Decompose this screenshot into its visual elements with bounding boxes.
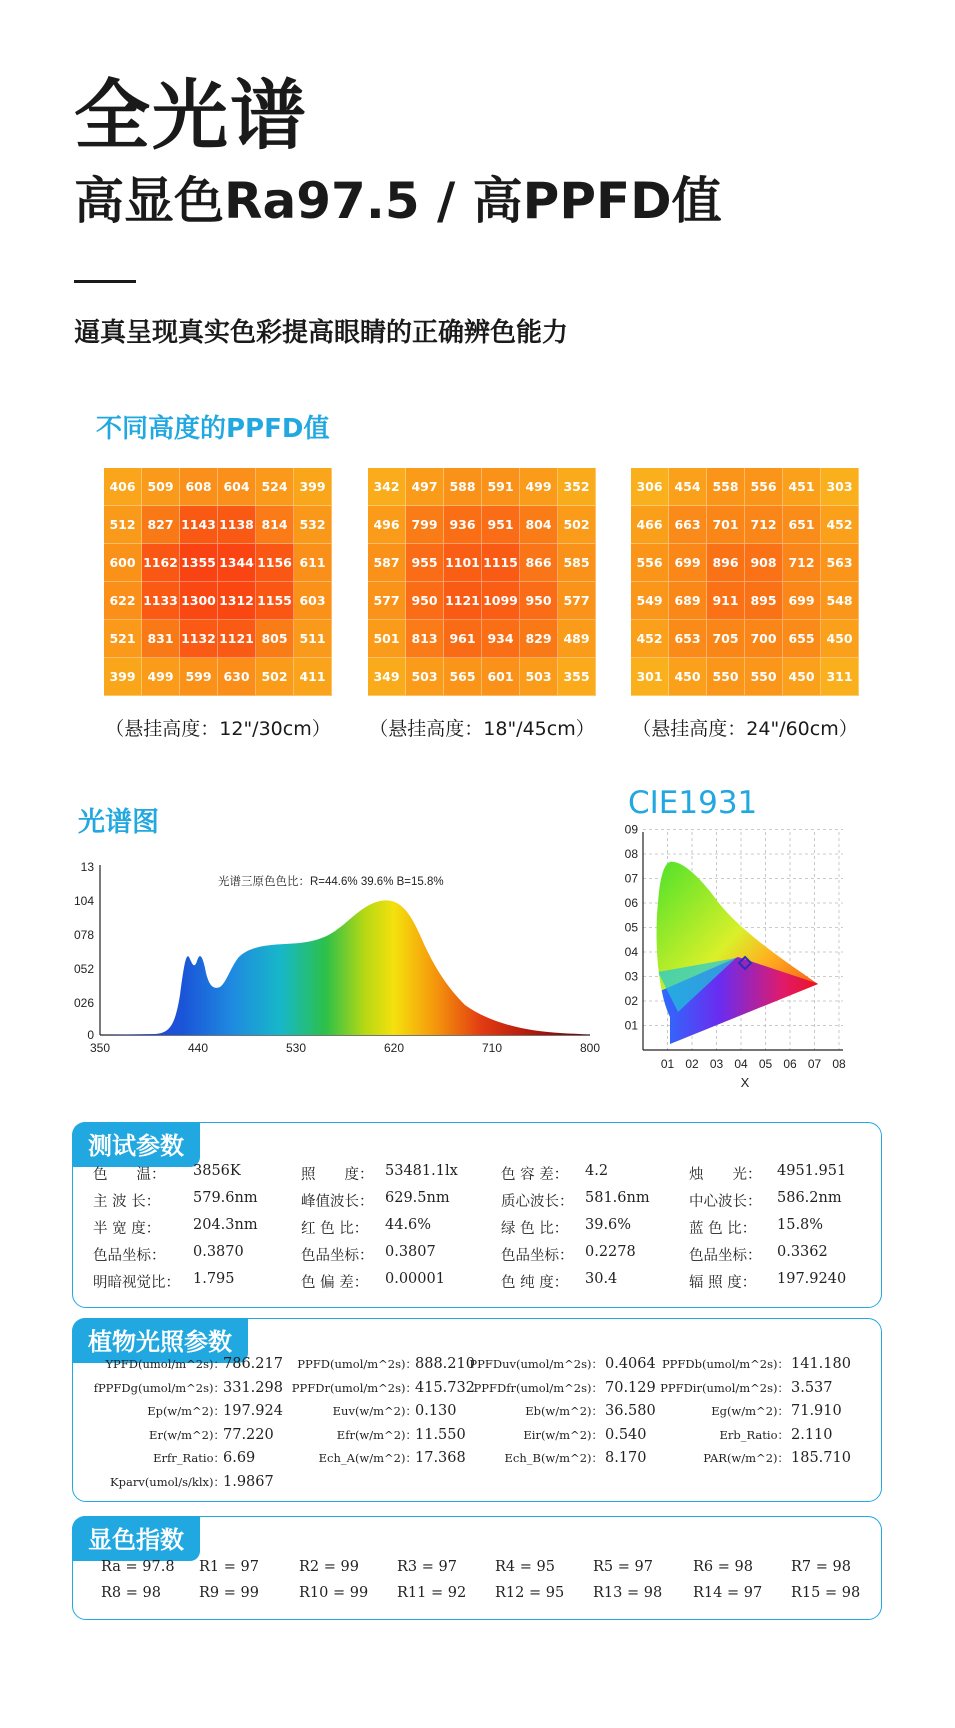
param-value: 141.180	[791, 1356, 851, 1372]
param-label: 色 容 差：	[501, 1167, 569, 1183]
cie-y-tick: 05	[624, 920, 638, 935]
param-label: Eg(w/m^2)：	[711, 1404, 789, 1418]
param-label: Er(w/m^2)：	[149, 1427, 225, 1442]
param-label: Ra = 97.8	[101, 1559, 175, 1575]
page-title: 全光谱	[74, 71, 308, 160]
ppfd-cell: 1115	[482, 544, 520, 582]
param-value: 888.210	[415, 1356, 475, 1372]
param-label: 色品坐标：	[301, 1248, 374, 1264]
param-value: 6.69	[223, 1450, 256, 1466]
param-label: 绿 色 比：	[501, 1221, 569, 1237]
param-value: 8.170	[605, 1450, 647, 1466]
ppfd-cell: 588	[444, 468, 482, 506]
param-value: 39.6%	[585, 1217, 632, 1233]
param-label: 中心波长：	[689, 1194, 762, 1210]
cie-y-tick: 01	[624, 1018, 638, 1033]
ppfd-cell: 1300	[180, 582, 218, 620]
param-label: PPFDuv(umol/m^2s)：	[469, 1357, 603, 1371]
cie-y-tick: 07	[624, 871, 638, 886]
ppfd-cell: 804	[520, 506, 558, 544]
ppfd-cell: 1344	[218, 544, 256, 582]
ppfd-cell: 1143	[180, 506, 218, 544]
page-subtitle: 高显色Ra97.5 / 高PPFD值	[74, 172, 722, 230]
spectrum-y-tick: 13	[80, 860, 94, 874]
param-value: 1.9867	[223, 1473, 274, 1490]
cie-x-tick: 07	[807, 1057, 822, 1071]
param-value: 331.298	[223, 1379, 283, 1396]
cie-y-tick: 04	[624, 945, 638, 959]
ppfd-cell: 587	[368, 544, 406, 582]
param-label: Erb_Ratio：	[719, 1427, 789, 1442]
ppfd-cell: 548	[821, 582, 859, 620]
ppfd-cell: 452	[631, 620, 669, 658]
ppfd-cell: 895	[745, 582, 783, 620]
param-value: 71.910	[791, 1403, 842, 1419]
ppfd-cell: 550	[745, 658, 783, 696]
param-label: 烛 光：	[689, 1167, 762, 1183]
ppfd-cell: 499	[142, 658, 180, 696]
param-value: 0.130	[415, 1403, 457, 1419]
spectrum-x-tick: 800	[579, 1041, 600, 1055]
param-label: R10 = 99	[299, 1585, 369, 1601]
param-value: 197.924	[223, 1403, 283, 1419]
param-value: 629.5nm	[385, 1190, 450, 1206]
param-label: fPPFDg(umol/m^2s)：	[93, 1380, 225, 1395]
ppfd-cell: 955	[406, 544, 444, 582]
ppfd-cell: 450	[821, 620, 859, 658]
param-label: Ech_B(w/m^2)：	[504, 1451, 603, 1465]
cie-y-tick: 02	[624, 994, 638, 1008]
ppfd-cell: 411	[294, 658, 332, 696]
param-value: R15 = 98	[791, 1585, 861, 1601]
ppfd-cell: 342	[368, 468, 406, 506]
ppfd-cell: 831	[142, 620, 180, 658]
ppfd-grid	[104, 468, 332, 696]
param-label: 色品坐标：	[689, 1248, 762, 1264]
spectrum-x-tick: 710	[481, 1041, 503, 1055]
ppfd-cell: 509	[142, 468, 180, 506]
param-value: 36.580	[605, 1403, 656, 1419]
param-value: R11 = 92	[397, 1585, 467, 1601]
cri-panel	[72, 1516, 882, 1620]
ppfd-cell: 311	[821, 658, 859, 696]
ppfd-cell: 563	[821, 544, 859, 582]
ppfd-cell: 1099	[482, 582, 520, 620]
ppfd-cell: 911	[707, 582, 745, 620]
ppfd-cell: 663	[669, 506, 707, 544]
param-value: R13 = 98	[593, 1585, 663, 1601]
spectrum-x-tick: 620	[383, 1041, 405, 1055]
ppfd-cell: 599	[180, 658, 218, 696]
spectrum-y-tick: 078	[73, 928, 94, 942]
param-label: 质心波长：	[501, 1194, 574, 1210]
param-value: R5 = 97	[593, 1559, 653, 1575]
ppfd-cell: 301	[631, 658, 669, 696]
param-value: 786.217	[223, 1356, 283, 1372]
ppfd-cell: 355	[558, 658, 596, 696]
param-label: Eb(w/m^2)：	[525, 1404, 603, 1418]
param-label: R2 = 99	[299, 1559, 359, 1575]
ppfd-cell: 452	[821, 506, 859, 544]
param-value: 30.4	[585, 1271, 618, 1287]
ppfd-cell: 601	[482, 658, 520, 696]
cie-y-tick: 08	[624, 847, 638, 861]
ppfd-cell: 489	[558, 620, 596, 658]
ppfd-cell: 399	[104, 658, 142, 696]
ppfd-cell: 550	[707, 658, 745, 696]
param-value: 0.3362	[777, 1244, 828, 1260]
ppfd-cell: 829	[520, 620, 558, 658]
param-value: 0.3870	[193, 1244, 244, 1260]
param-value: 17.368	[415, 1450, 466, 1466]
ppfd-cell: 349	[368, 658, 406, 696]
cri-tab: 显色指数	[72, 1516, 200, 1561]
spectrum-y-tick: 052	[73, 962, 94, 976]
ppfd-cell: 1133	[142, 582, 180, 620]
tagline: 逼真呈现真实色彩提高眼睛的正确辨色能力	[74, 318, 569, 348]
param-value: 53481.1lx	[385, 1163, 458, 1179]
ppfd-cell: 814	[256, 506, 294, 544]
ppfd-cell: 936	[444, 506, 482, 544]
ppfd-cell: 655	[783, 620, 821, 658]
ppfd-caption: （悬挂高度：18"/45cm）	[369, 718, 595, 740]
cie-x-tick: 04	[734, 1057, 748, 1071]
ppfd-cell: 622	[104, 582, 142, 620]
param-value: 4.2	[585, 1163, 609, 1179]
ppfd-cell: 450	[669, 658, 707, 696]
param-label: Ep(w/m^2)：	[147, 1404, 225, 1418]
ppfd-cell: 805	[256, 620, 294, 658]
param-value: 197.9240	[777, 1271, 847, 1287]
cie-x-tick: 01	[660, 1057, 675, 1071]
ppfd-cell: 896	[707, 544, 745, 582]
ppfd-cell: 451	[783, 468, 821, 506]
ppfd-cell: 799	[406, 506, 444, 544]
param-label: 辐 照 度：	[689, 1275, 757, 1291]
param-label: PPFD(umol/m^2s)：	[297, 1357, 417, 1371]
param-value: 0.2278	[585, 1244, 636, 1260]
param-label: YPFD(umol/m^2s)：	[105, 1357, 225, 1371]
ppfd-cell: 950	[520, 582, 558, 620]
param-value: 2.110	[791, 1426, 833, 1443]
ppfd-cell: 604	[218, 468, 256, 506]
ppfd-grid	[631, 468, 859, 696]
cie-y-tick: 03	[624, 969, 638, 984]
ppfd-cell: 934	[482, 620, 520, 658]
param-label: 色 温：	[93, 1167, 166, 1183]
ppfd-cell: 1138	[218, 506, 256, 544]
param-value: 3856K	[193, 1163, 241, 1179]
ppfd-cell: 502	[256, 658, 294, 696]
param-value: 415.732	[415, 1379, 475, 1396]
spectrum-y-tick: 026	[73, 996, 94, 1010]
param-label: 明暗视觉比：	[93, 1275, 180, 1291]
ppfd-cell: 565	[444, 658, 482, 696]
spectrum-x-tick: 440	[187, 1041, 209, 1055]
param-value: R3 = 97	[397, 1559, 457, 1575]
param-label: 色 纯 度：	[501, 1275, 569, 1291]
ppfd-cell: 303	[821, 468, 859, 506]
ppfd-cell: 951	[482, 506, 520, 544]
param-value: 4951.951	[777, 1163, 847, 1179]
ppfd-cell: 503	[406, 658, 444, 696]
ppfd-cell: 466	[631, 506, 669, 544]
ppfd-cell: 611	[294, 544, 332, 582]
cie-y-tick: 09	[624, 822, 638, 837]
ppfd-cell: 512	[104, 506, 142, 544]
ppfd-cell: 600	[104, 544, 142, 582]
param-value: 581.6nm	[585, 1190, 650, 1206]
spectrum-y-tick: 0	[87, 1028, 94, 1042]
param-value: 15.8%	[777, 1217, 824, 1233]
param-value: 77.220	[223, 1426, 274, 1443]
ppfd-cell: 406	[104, 468, 142, 506]
plant-params-panel	[72, 1318, 882, 1502]
ppfd-cell: 585	[558, 544, 596, 582]
spectrum-curve	[100, 900, 590, 1035]
param-value: 586.2nm	[777, 1190, 842, 1206]
param-value: 0.4064	[605, 1356, 656, 1372]
cie-x-tick: 02	[685, 1057, 699, 1071]
ppfd-cell: 701	[707, 506, 745, 544]
param-label: Eir(w/m^2)：	[523, 1427, 603, 1442]
ppfd-cell: 556	[745, 468, 783, 506]
ppfd-cell: 608	[180, 468, 218, 506]
cie-x-tick: 06	[783, 1057, 797, 1071]
ppfd-cell: 689	[669, 582, 707, 620]
ppfd-cell: 1355	[180, 544, 218, 582]
ppfd-cell: 603	[294, 582, 332, 620]
ppfd-heading: 不同高度的PPFD值	[96, 414, 330, 444]
ppfd-cell: 1155	[256, 582, 294, 620]
cie-gamut	[648, 852, 828, 1057]
param-label: 峰值波长：	[301, 1194, 374, 1210]
ppfd-cell: 700	[745, 620, 783, 658]
param-label: Ech_A(w/m^2)：	[318, 1451, 417, 1465]
param-label: PPFDir(umol/m^2s)：	[660, 1380, 789, 1395]
ppfd-cell: 712	[783, 544, 821, 582]
cie-chart	[618, 822, 858, 1092]
param-label: R12 = 95	[495, 1585, 565, 1601]
ppfd-cell: 503	[520, 658, 558, 696]
param-value: 204.3nm	[193, 1217, 258, 1233]
param-label: R6 = 98	[693, 1559, 753, 1575]
param-label: Kparv(umol/s/klx)：	[110, 1474, 225, 1489]
ppfd-cell: 352	[558, 468, 596, 506]
param-label: 照 度：	[301, 1167, 374, 1183]
cie-y-tick: 06	[624, 896, 638, 910]
spectrum-y-tick: 104	[73, 894, 94, 908]
ppfd-cell: 712	[745, 506, 783, 544]
plant-params-tab: 植物光照参数	[72, 1318, 248, 1363]
param-label: R14 = 97	[693, 1585, 763, 1601]
ppfd-cell: 496	[368, 506, 406, 544]
spectrum-x-tick: 530	[285, 1041, 307, 1055]
param-label: R8 = 98	[101, 1585, 161, 1601]
spectrum-heading: 光谱图	[78, 807, 159, 838]
spectrum-note: 光谱三原色色比：R=44.6% 39.6% B=15.8%	[218, 876, 444, 888]
param-value: 3.537	[791, 1379, 833, 1396]
ppfd-cell: 1101	[444, 544, 482, 582]
ppfd-cell: 499	[520, 468, 558, 506]
ppfd-cell: 577	[558, 582, 596, 620]
param-value: 44.6%	[385, 1217, 432, 1233]
ppfd-cell: 591	[482, 468, 520, 506]
param-value: 579.6nm	[193, 1190, 258, 1206]
cie-heading: CIE1931	[628, 785, 758, 821]
param-value: R1 = 97	[199, 1559, 259, 1575]
ppfd-cell: 549	[631, 582, 669, 620]
ppfd-cell: 511	[294, 620, 332, 658]
ppfd-cell: 1121	[444, 582, 482, 620]
ppfd-cell: 501	[368, 620, 406, 658]
param-label: 色品坐标：	[501, 1248, 574, 1264]
cie-x-label: X	[740, 1075, 750, 1090]
param-value: 185.710	[791, 1450, 851, 1466]
ppfd-cell: 653	[669, 620, 707, 658]
ppfd-cell: 651	[783, 506, 821, 544]
param-value: 11.550	[415, 1426, 466, 1443]
param-label: R4 = 95	[495, 1559, 555, 1575]
param-label: 半 宽 度：	[93, 1221, 161, 1237]
ppfd-cell: 961	[444, 620, 482, 658]
ppfd-caption: （悬挂高度：12"/30cm）	[105, 718, 331, 740]
ppfd-cell: 827	[142, 506, 180, 544]
param-label: Euv(w/m^2)：	[332, 1404, 417, 1418]
ppfd-cell: 399	[294, 468, 332, 506]
ppfd-cell: 532	[294, 506, 332, 544]
cie-x-tick: 05	[758, 1057, 773, 1071]
ppfd-cell: 1162	[142, 544, 180, 582]
ppfd-cell: 630	[218, 658, 256, 696]
ppfd-cell: 450	[783, 658, 821, 696]
param-value: 70.129	[605, 1379, 656, 1396]
ppfd-cell: 1132	[180, 620, 218, 658]
divider	[74, 280, 136, 283]
ppfd-cell: 1121	[218, 620, 256, 658]
param-label: PPFDb(umol/m^2s)：	[661, 1357, 789, 1371]
cie-x-tick: 08	[832, 1057, 846, 1071]
param-label: 红 色 比：	[301, 1221, 369, 1237]
ppfd-grid	[368, 468, 596, 696]
param-label: PPFDfr(umol/m^2s)：	[473, 1380, 603, 1395]
ppfd-cell: 521	[104, 620, 142, 658]
ppfd-cell: 497	[406, 468, 444, 506]
ppfd-cell: 524	[256, 468, 294, 506]
spectrum-chart	[60, 845, 600, 1060]
ppfd-cell: 558	[707, 468, 745, 506]
ppfd-cell: 813	[406, 620, 444, 658]
ppfd-cell: 454	[669, 468, 707, 506]
param-label: PAR(w/m^2)：	[703, 1451, 789, 1465]
ppfd-cell: 577	[368, 582, 406, 620]
spectrum-x-tick: 350	[89, 1041, 111, 1055]
ppfd-cell: 1156	[256, 544, 294, 582]
ppfd-cell: 556	[631, 544, 669, 582]
param-label: Efr(w/m^2)：	[336, 1427, 417, 1442]
cie-x-tick: 03	[709, 1057, 724, 1071]
ppfd-cell: 950	[406, 582, 444, 620]
ppfd-cell: 908	[745, 544, 783, 582]
ppfd-cell: 699	[783, 582, 821, 620]
test-params-tab: 测试参数	[72, 1122, 200, 1167]
param-value: 0.3807	[385, 1244, 436, 1260]
ppfd-cell: 866	[520, 544, 558, 582]
param-value: 1.795	[193, 1271, 235, 1287]
ppfd-cell: 699	[669, 544, 707, 582]
param-label: 蓝 色 比：	[689, 1221, 757, 1237]
ppfd-cell: 705	[707, 620, 745, 658]
param-value: 0.00001	[385, 1271, 445, 1287]
param-value: 0.540	[605, 1426, 647, 1443]
param-value: R9 = 99	[199, 1585, 259, 1601]
ppfd-caption: （悬挂高度：24"/60cm）	[632, 718, 858, 740]
param-label: Erfr_Ratio：	[153, 1451, 225, 1465]
param-label: PPFDr(umol/m^2s)：	[291, 1380, 417, 1395]
param-value: R7 = 98	[791, 1559, 851, 1575]
ppfd-cell: 502	[558, 506, 596, 544]
ppfd-cell: 1312	[218, 582, 256, 620]
test-params-panel	[72, 1122, 882, 1308]
param-label: 色品坐标：	[93, 1248, 166, 1264]
ppfd-cell: 306	[631, 468, 669, 506]
param-label: 色 偏 差：	[301, 1275, 369, 1291]
param-label: 主 波 长：	[93, 1194, 161, 1210]
